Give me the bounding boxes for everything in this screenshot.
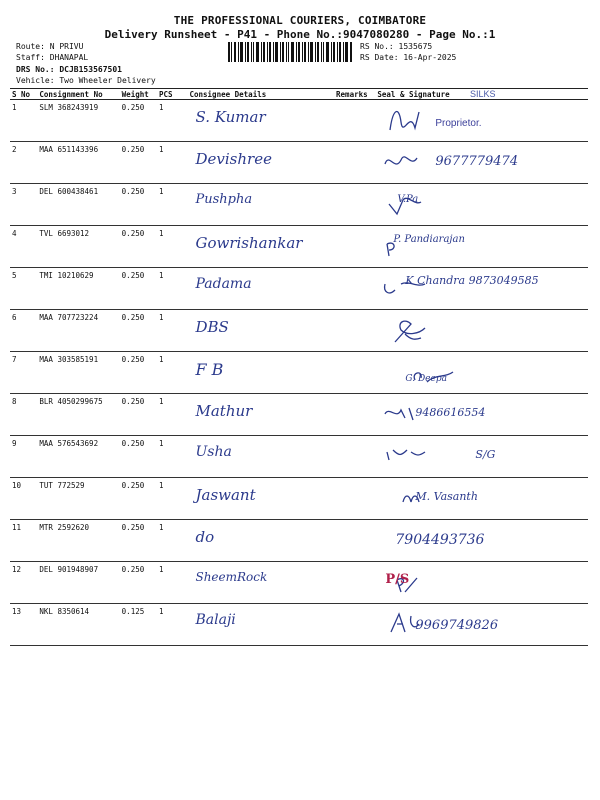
table-row xyxy=(10,520,588,562)
row-pcs: 1 xyxy=(157,436,188,478)
table-row xyxy=(10,352,588,394)
table-row xyxy=(10,268,588,310)
row-consignee-cell xyxy=(187,604,334,646)
row-consignee-cell xyxy=(187,142,334,184)
column-header-signature: Seal & Signature xyxy=(375,89,588,100)
handwritten-signature-text: M. Vasanth xyxy=(415,490,478,503)
handwritten-consignee: do xyxy=(195,528,215,546)
table-row xyxy=(10,394,588,436)
row-pcs: 1 xyxy=(157,478,188,520)
handwritten-signature-text: 7904493736 xyxy=(395,532,485,548)
document-subtitle: Delivery Runsheet - P41 - Phone No.:9047080280 - Page No.:1 xyxy=(104,28,496,41)
runsheet-table xyxy=(10,88,588,646)
handwritten-consignee: Mathur xyxy=(195,402,253,420)
route-label: Route: N PRIVU xyxy=(16,42,84,51)
row-signature-cell xyxy=(375,394,588,436)
column-header-consignment: Consignment No xyxy=(37,89,119,100)
row-signature-cell xyxy=(375,562,588,604)
row-consignee-cell xyxy=(187,184,334,226)
row-signature-cell xyxy=(375,310,588,352)
row-consignee-cell xyxy=(187,394,334,436)
row-signature-cell xyxy=(375,604,588,646)
handwritten-signature-text: P/S xyxy=(385,572,410,587)
row-sno: 6 xyxy=(10,310,37,352)
row-consignment-no: NKL 8350614 xyxy=(37,604,119,646)
row-consignee-cell xyxy=(187,478,334,520)
row-weight: 0.250 xyxy=(120,436,157,478)
row-weight: 0.250 xyxy=(120,352,157,394)
row-consignment-no: MAA 707723224 xyxy=(37,310,119,352)
column-header-weight: Weight xyxy=(120,89,157,100)
row-consignee-cell xyxy=(187,562,334,604)
handwritten-signature-text: K Chandra 9873049585 xyxy=(405,274,539,287)
row-weight: 0.250 xyxy=(120,226,157,268)
row-pcs: 1 xyxy=(157,352,188,394)
row-consignee-cell xyxy=(187,310,334,352)
handwritten-consignee: DBS xyxy=(195,318,229,336)
table-row xyxy=(10,562,588,604)
row-remarks xyxy=(334,394,375,436)
row-weight: 0.250 xyxy=(120,394,157,436)
barcode-icon xyxy=(228,42,353,62)
row-sno: 3 xyxy=(10,184,37,226)
row-weight: 0.250 xyxy=(120,184,157,226)
handwritten-consignee: Jaswant xyxy=(195,486,256,504)
row-weight: 0.250 xyxy=(120,142,157,184)
row-weight: 0.250 xyxy=(120,310,157,352)
vehicle-label: Vehicle: Two Wheeler Delivery xyxy=(16,76,156,85)
row-remarks xyxy=(334,142,375,184)
row-consignment-no: MAA 576543692 xyxy=(37,436,119,478)
row-pcs: 1 xyxy=(157,604,188,646)
row-pcs: 1 xyxy=(157,184,188,226)
row-remarks xyxy=(334,478,375,520)
row-remarks xyxy=(334,226,375,268)
row-weight: 0.250 xyxy=(120,520,157,562)
signature-scribble-icon xyxy=(375,310,595,350)
handwritten-consignee: Padama xyxy=(195,276,252,292)
row-consignment-no: MTR 2592620 xyxy=(37,520,119,562)
row-signature-cell xyxy=(375,226,588,268)
row-remarks xyxy=(334,268,375,310)
row-weight: 0.250 xyxy=(120,268,157,310)
row-signature-cell xyxy=(375,142,588,184)
row-remarks xyxy=(334,520,375,562)
handwritten-signature-text: 9969749826 xyxy=(415,618,499,633)
row-signature-cell xyxy=(375,184,588,226)
row-remarks xyxy=(334,310,375,352)
row-sno: 10 xyxy=(10,478,37,520)
column-header-pcs: PCS xyxy=(157,89,188,100)
row-consignment-no: MAA 651143396 xyxy=(37,142,119,184)
row-weight: 0.250 xyxy=(120,100,157,142)
column-header-sno: S No xyxy=(10,89,37,100)
row-pcs: 1 xyxy=(157,142,188,184)
row-signature-cell xyxy=(375,100,588,142)
table-row xyxy=(10,142,588,184)
row-signature-cell xyxy=(375,352,588,394)
row-consignee-cell xyxy=(187,268,334,310)
handwritten-consignee: Devishree xyxy=(195,150,272,168)
row-sno: 12 xyxy=(10,562,37,604)
row-consignee-cell xyxy=(187,436,334,478)
row-sno: 13 xyxy=(10,604,37,646)
handwritten-signature-text: Proprietor. xyxy=(435,118,482,129)
row-weight: 0.250 xyxy=(120,478,157,520)
row-signature-cell xyxy=(375,478,588,520)
row-remarks xyxy=(334,604,375,646)
row-consignment-no: TVL 6693012 xyxy=(37,226,119,268)
table-row xyxy=(10,184,588,226)
row-remarks xyxy=(334,184,375,226)
row-sno: 5 xyxy=(10,268,37,310)
signature-scribble-icon xyxy=(375,394,595,434)
row-consignment-no: SLM 368243919 xyxy=(37,100,119,142)
handwritten-consignee: F B xyxy=(195,360,224,379)
row-signature-cell xyxy=(375,520,588,562)
staff-label: Staff: DHANAPAL xyxy=(16,53,89,62)
row-pcs: 1 xyxy=(157,310,188,352)
handwritten-signature-text: V.Pa xyxy=(397,194,419,205)
row-consignment-no: MAA 303585191 xyxy=(37,352,119,394)
row-remarks xyxy=(334,100,375,142)
row-sno: 11 xyxy=(10,520,37,562)
row-weight: 0.125 xyxy=(120,604,157,646)
row-pcs: 1 xyxy=(157,268,188,310)
row-pcs: 1 xyxy=(157,562,188,604)
table-row xyxy=(10,478,588,520)
row-consignment-no: DEL 901948907 xyxy=(37,562,119,604)
drs-number: DRS No.: DCJB153567501 xyxy=(16,65,122,74)
row-sno: 9 xyxy=(10,436,37,478)
row-remarks xyxy=(334,352,375,394)
table-row xyxy=(10,226,588,268)
row-pcs: 1 xyxy=(157,394,188,436)
row-consignment-no: TUT 772529 xyxy=(37,478,119,520)
handwritten-signature-text: 9677779474 xyxy=(435,154,519,169)
handwritten-consignee: Usha xyxy=(195,444,232,460)
handwritten-signature-text: P. Pandiarajan xyxy=(393,234,465,245)
row-consignment-no: TMI 10210629 xyxy=(37,268,119,310)
row-pcs: 1 xyxy=(157,226,188,268)
rs-date: RS Date: 16-Apr-2025 xyxy=(360,53,457,62)
table-row xyxy=(10,100,588,142)
handwritten-consignee: Gowrishankar xyxy=(195,234,303,252)
row-signature-cell xyxy=(375,268,588,310)
row-consignee-cell xyxy=(187,226,334,268)
row-sno: 2 xyxy=(10,142,37,184)
row-consignment-no: DEL 600438461 xyxy=(37,184,119,226)
handwritten-signature-text: 9486616554 xyxy=(415,406,486,419)
column-header-remarks: Remarks xyxy=(334,89,375,100)
row-sno: 4 xyxy=(10,226,37,268)
signature-scribble-icon xyxy=(375,478,595,518)
document-title: THE PROFESSIONAL COURIERS, COIMBATORE xyxy=(173,14,427,27)
table-row xyxy=(10,604,588,646)
handwritten-consignee: SheemRock xyxy=(195,570,268,584)
row-sno: 8 xyxy=(10,394,37,436)
row-pcs: 1 xyxy=(157,520,188,562)
handwritten-signature-text: G. Deepa xyxy=(405,374,447,384)
row-remarks xyxy=(334,436,375,478)
signature-scribble-icon xyxy=(375,226,595,266)
handwritten-consignee: S. Kumar xyxy=(195,108,266,126)
table-row xyxy=(10,436,588,478)
row-consignee-cell xyxy=(187,352,334,394)
row-signature-cell xyxy=(375,436,588,478)
handwritten-consignee: Pushpha xyxy=(195,192,253,207)
row-remarks xyxy=(334,562,375,604)
signature-scribble-icon xyxy=(375,352,595,392)
table-row xyxy=(10,310,588,352)
row-pcs: 1 xyxy=(157,100,188,142)
row-sno: 7 xyxy=(10,352,37,394)
signature-scribble-icon xyxy=(375,100,595,140)
column-header-consignee: Consignee Details xyxy=(187,89,334,100)
handwritten-signature-text: S/G xyxy=(475,448,496,461)
handwritten-consignee: Balaji xyxy=(195,612,236,628)
table-header-row xyxy=(10,89,588,100)
row-weight: 0.250 xyxy=(120,562,157,604)
row-consignment-no: BLR 4050299675 xyxy=(37,394,119,436)
stamp-text: SILKS xyxy=(470,89,496,99)
rs-number: RS No.: 1535675 xyxy=(360,42,433,51)
row-consignee-cell xyxy=(187,520,334,562)
row-sno: 1 xyxy=(10,100,37,142)
row-consignee-cell xyxy=(187,100,334,142)
